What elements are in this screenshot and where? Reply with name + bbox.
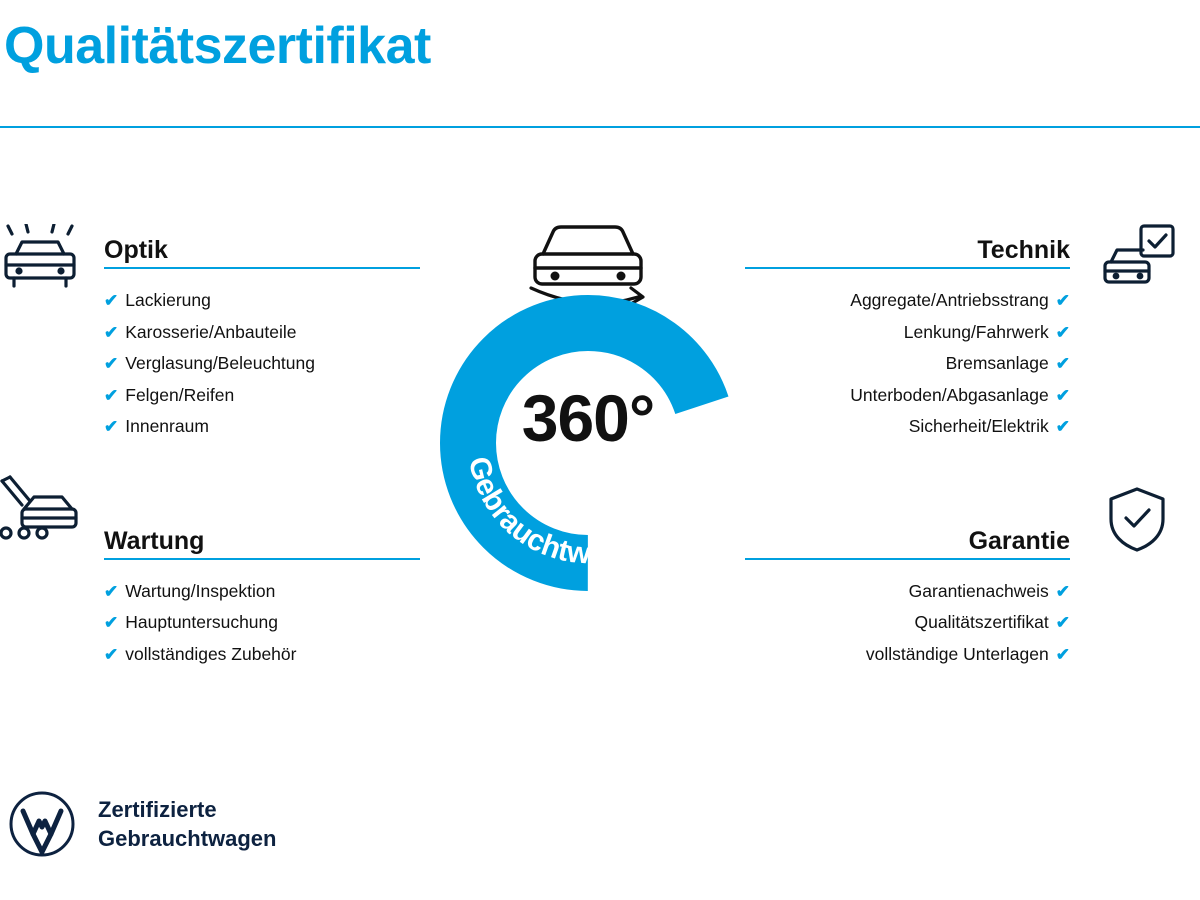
right-column <box>745 215 1200 670</box>
check-icon: ✔ <box>1055 417 1070 436</box>
check-icon: ✔ <box>104 417 119 436</box>
footer-line-2: Gebrauchtwagen <box>98 826 277 851</box>
list-item <box>745 576 1200 608</box>
list-item <box>745 411 1200 443</box>
section-technik-title: Technik <box>977 236 1070 264</box>
list-item-label: Bremsanlage <box>945 353 1049 373</box>
footer-line-1: Zertifizierte <box>98 797 217 822</box>
list-item-label: Verglasung/Beleuchtung <box>125 353 315 373</box>
list-item-label: Garantienachweis <box>908 580 1049 601</box>
list-item <box>745 317 1200 349</box>
list-item-label: Innenraum <box>125 416 209 436</box>
check-icon: ✔ <box>1055 354 1070 373</box>
list-item-label: Lackierung <box>125 290 211 310</box>
check-icon: ✔ <box>104 291 119 310</box>
section-wartung-header <box>0 506 430 568</box>
list-item-label: Sicherheit/Elektrik <box>908 416 1049 436</box>
page-title: Qualitätszertifikat <box>4 17 431 75</box>
list-item <box>745 348 1200 380</box>
section-technik <box>745 215 1200 443</box>
section-garantie-items <box>745 576 1200 671</box>
check-icon: ✔ <box>1055 613 1070 632</box>
section-garantie-header <box>745 506 1200 568</box>
list-item <box>0 639 430 671</box>
list-item <box>745 639 1200 671</box>
check-icon: ✔ <box>1055 291 1070 310</box>
list-item <box>0 411 430 443</box>
check-icon: ✔ <box>1055 581 1070 601</box>
check-icon: ✔ <box>1055 385 1070 405</box>
check-icon: ✔ <box>104 385 119 405</box>
section-garantie-divider <box>745 558 1070 560</box>
list-item <box>0 317 430 349</box>
list-item-label: Felgen/Reifen <box>125 384 235 405</box>
section-optik <box>0 215 430 443</box>
list-item-label: Hauptuntersuchung <box>125 612 278 632</box>
check-icon: ✔ <box>104 354 119 373</box>
list-item-label: Karosserie/Anbauteile <box>125 321 297 342</box>
list-item-label: vollständiges Zubehör <box>125 643 297 664</box>
list-item-label: Qualitätszertifikat <box>914 612 1049 632</box>
section-garantie <box>745 506 1200 671</box>
degrees-label: 360° <box>521 381 655 455</box>
list-item <box>0 607 430 639</box>
section-technik-divider <box>745 267 1070 269</box>
list-item-label: Unterboden/Abgasanlage <box>850 384 1049 405</box>
list-item <box>0 285 430 317</box>
list-item-label: Aggregate/Antriebsstrang <box>850 290 1049 310</box>
list-item <box>0 348 430 380</box>
left-column <box>0 215 430 670</box>
section-optik-items <box>0 285 430 443</box>
check-badge <box>408 210 768 605</box>
ring-label: Gebrauchtwagen-Check <box>461 453 714 571</box>
section-wartung-items <box>0 576 430 671</box>
check-icon: ✔ <box>104 581 119 601</box>
footer <box>8 790 276 858</box>
list-item <box>745 607 1200 639</box>
check-icon: ✔ <box>104 644 119 664</box>
list-item-label: vollständige Unterlagen <box>865 643 1049 664</box>
section-technik-items <box>745 285 1200 443</box>
section-optik-header <box>0 215 430 277</box>
check-icon: ✔ <box>104 322 119 342</box>
section-technik-header <box>745 215 1200 277</box>
check-icon: ✔ <box>1055 644 1070 664</box>
vw-logo <box>8 790 76 858</box>
section-garantie-title: Garantie <box>968 526 1070 555</box>
list-item <box>0 576 430 608</box>
list-item-label: Lenkung/Fahrwerk <box>903 321 1049 342</box>
list-item <box>745 285 1200 317</box>
list-item <box>0 380 430 412</box>
section-wartung-title: Wartung <box>104 526 205 555</box>
list-item-label: Wartung/Inspektion <box>125 580 276 601</box>
header-divider <box>0 126 1200 128</box>
check-icon: ✔ <box>104 613 119 632</box>
section-wartung-divider <box>104 558 420 560</box>
list-item <box>745 380 1200 412</box>
section-optik-title: Optik <box>104 236 168 264</box>
check-icon: ✔ <box>1055 322 1070 342</box>
section-wartung <box>0 506 430 671</box>
section-optik-divider <box>104 267 420 269</box>
footer-text <box>98 795 276 853</box>
